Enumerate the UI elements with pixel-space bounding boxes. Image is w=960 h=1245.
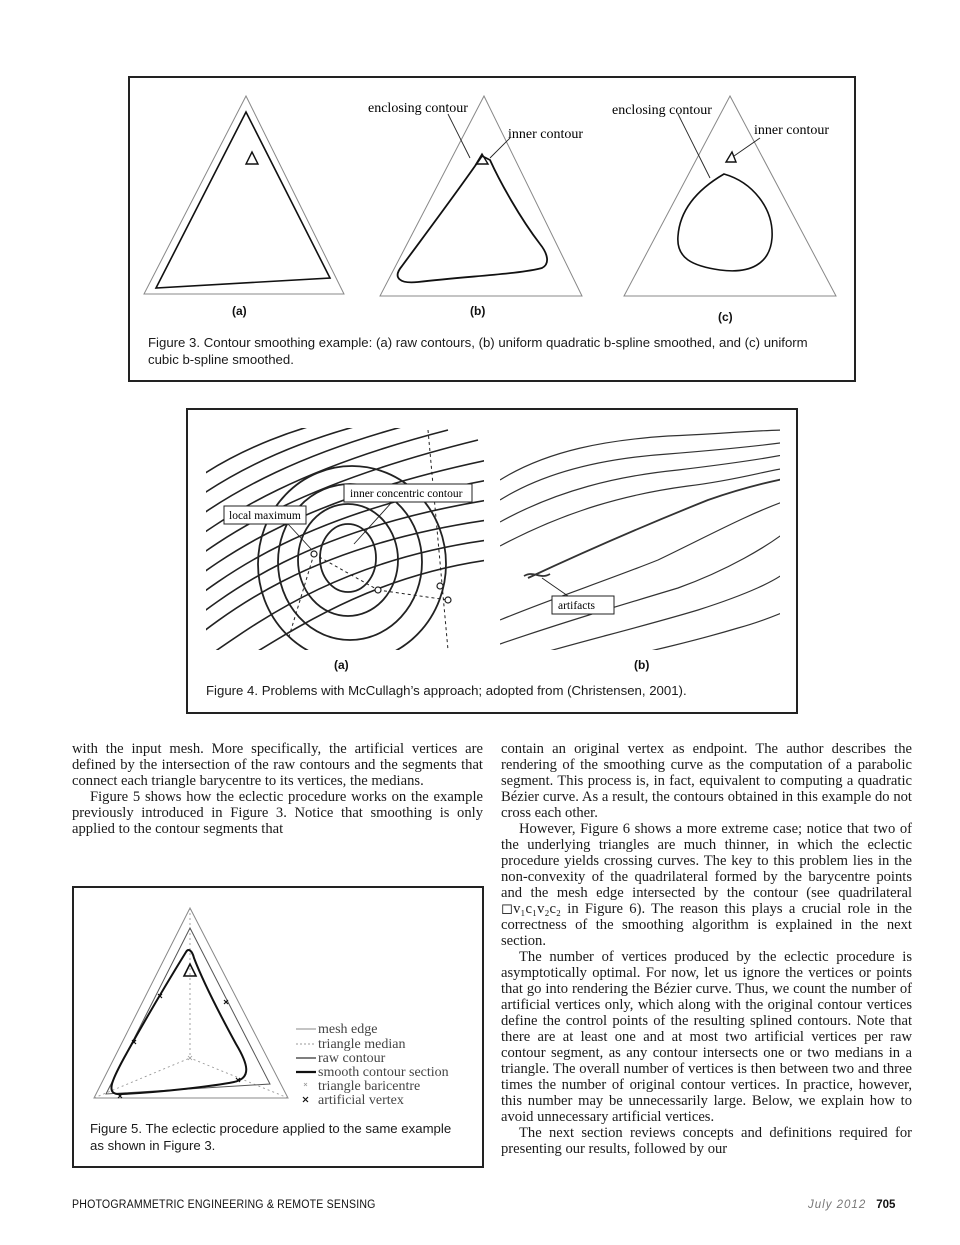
figure-5-mesh [94, 908, 288, 1098]
figure-5-legend-symbols [296, 1029, 316, 1102]
fig4-annotation-inner-contour: inner concentric contour [350, 488, 463, 500]
fig3-sublabel-a: (a) [232, 304, 247, 318]
legend-smooth-contour-section: smooth contour section [318, 1065, 449, 1080]
figure-5-artificial-vertices [118, 994, 240, 1098]
legend-artificial-vertex: artificial vertex [318, 1093, 404, 1108]
footer-page-info [808, 1199, 895, 1211]
fig3-sublabel-c: (c) [718, 310, 733, 324]
figure-4b-contour-map [500, 430, 796, 670]
paragraph: with the input mesh. More specifically, the artificial vertices are defined by the intersection of the raw contours and the segments that connect each triangle barycentre to its vertices, the medians. [72, 741, 483, 789]
figure-5-legend [318, 1022, 449, 1108]
fig3-annotation-inner-c: inner contour [754, 123, 830, 138]
text-column-left [72, 741, 483, 837]
figure-3a-triangles [144, 96, 344, 294]
figure-4-drawing [188, 410, 796, 712]
legend-triangle-baricentre: triangle baricentre [318, 1079, 421, 1094]
text-column-right [501, 741, 912, 1157]
fig3-annotation-inner-b: inner contour [508, 127, 584, 142]
paragraph: The number of vertices produced by the eclectic procedure is asymptotically optimal. For now, let us ignore the vertices or points that go into rendering the Bézier curve. Thus, we count the number of artificial vertices only, which along with the original contour vertices define the control points of the resulting splined contours. Note that there are at least one and at most two artificial vertices per raw contour segment, as any contour intersects one or two medians in a triangle. The overall number of vertices is then between two and three times the number of original contour vertices. In practice, however, this number may be unnecessarily large. Below, we explain how to avoid unnecessary artificial vertices. [501, 949, 912, 1125]
footer-journal-title: PHOTOGRAMMETRIC ENGINEERING & REMOTE SENSING [72, 1199, 376, 1211]
figure-4-caption: Figure 4. Problems with McCullagh’s approach; adopted from (Christensen, 2001). [206, 683, 687, 698]
fig3-sublabel-b: (b) [470, 304, 486, 318]
paragraph: Figure 5 shows how the eclectic procedure works on the example previously introduced in Figure 3. Notice that smoothing is only applied to the contour segments that [72, 789, 483, 837]
fig3-annotation-enclosing-b: enclosing contour [368, 101, 468, 116]
footer-date: July 2012 [808, 1199, 867, 1211]
paragraph: contain an original vertex as endpoint. The author describes the rendering of the smoothing curve as the computation of a parabolic segment. This process is, in fact, equivalent to computing a quadratic Bézier curve. As a result, the contours obtained in this example do not cross each other. [501, 741, 912, 821]
figure-5-baricentre [188, 1056, 192, 1060]
paragraph: However, Figure 6 shows a more extreme case; notice that two of the underlying triangles are much thinner, in which the eclectic procedure yields crossing curves. The key to this problem lies in the non-convexity of the quadrilateral formed by the barycentre points and the mesh edge intersected by the contour (see quadrilateral ◻v₁c₁v₂c₂ in Figure 6). The reason this plays a crucial role in the correctness of the smoothing algorithm is explained in the next section. [501, 821, 912, 949]
figure-5 [72, 886, 484, 1168]
figure-3 [128, 76, 856, 382]
page-number: 705 [876, 1199, 896, 1211]
figure-3-caption: Figure 3. Contour smoothing example: (a) raw contours, (b) uniform quadratic b-spline smoothed, and (c) uniform cubic b-spline smoothed. [148, 335, 808, 367]
paragraph: The next section reviews concepts and definitions required for presenting our results, followed by our [501, 1125, 912, 1157]
fig4-sublabel-a: (a) [334, 658, 349, 672]
fig4-sublabel-b: (b) [634, 658, 650, 672]
figure-4a-contour-map [188, 410, 488, 680]
legend-triangle-median: triangle median [318, 1037, 406, 1052]
fig3-annotation-enclosing-c: enclosing contour [612, 103, 712, 118]
figure-5-caption: Figure 5. The eclectic procedure applied to the same example as shown in Figure 3. [90, 1121, 452, 1153]
figure-4-callouts [224, 484, 614, 614]
legend-raw-contour: raw contour [318, 1051, 386, 1066]
figure-4 [186, 408, 798, 714]
fig4-annotation-local-maximum: local maximum [229, 510, 301, 522]
legend-mesh-edge: mesh edge [318, 1022, 378, 1037]
fig4-annotation-artifacts: artifacts [558, 600, 596, 612]
figure-3b-triangles [380, 96, 582, 296]
